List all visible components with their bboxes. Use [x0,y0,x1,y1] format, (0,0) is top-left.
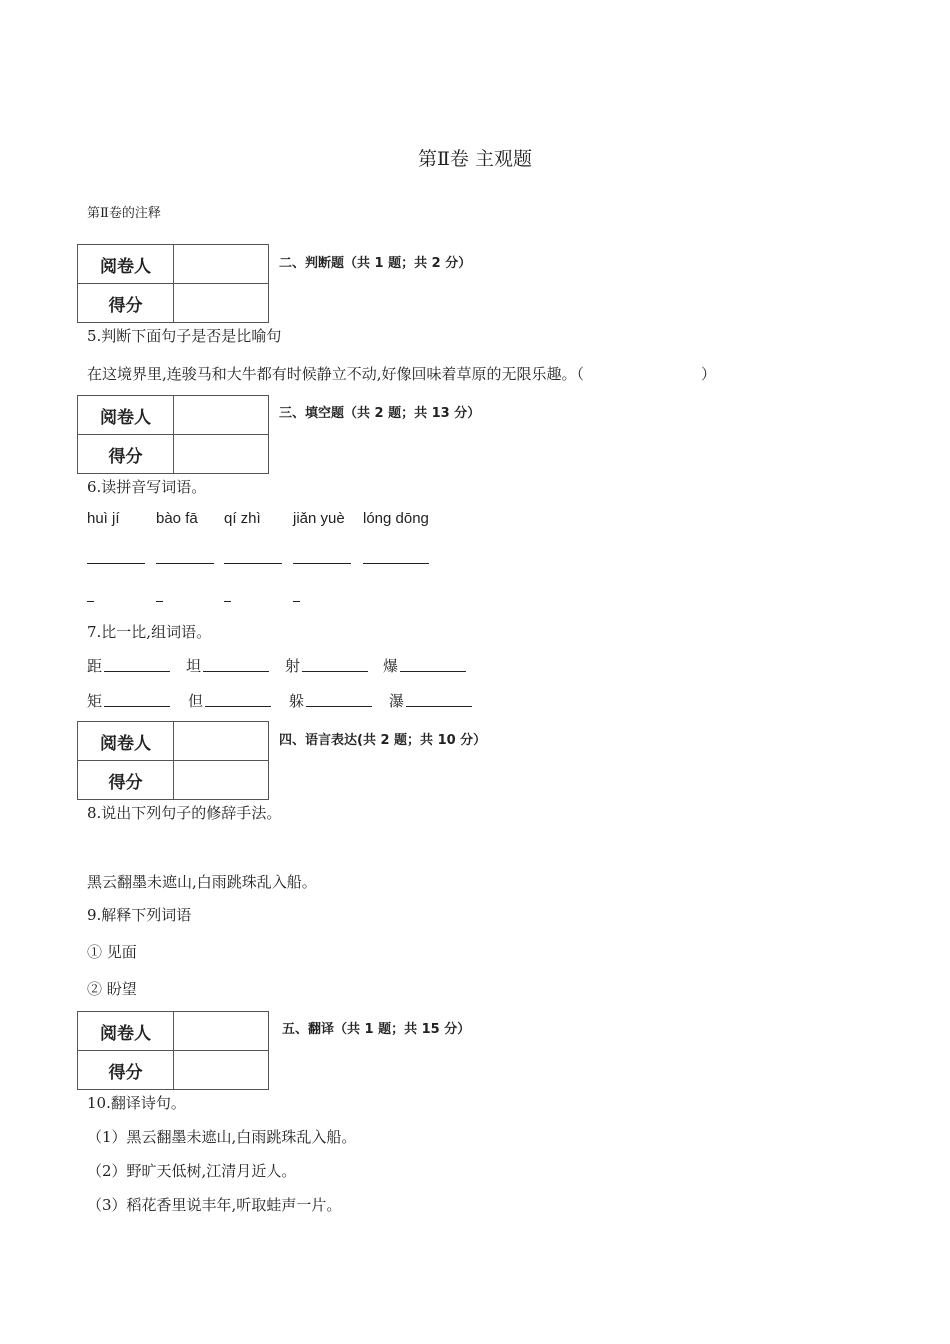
pinyin-2: bào fā [156,510,198,527]
q7-char: 射 [285,657,301,675]
answer-blank[interactable] [406,706,472,707]
q7-char: 瀑 [389,692,405,710]
section-heading-translation: 五、翻译（共 1 题；共 15 分） [282,1022,471,1037]
answer-blank-tail [87,601,94,602]
answer-blank-tail [224,601,231,602]
answer-blank-tail [293,601,300,602]
answer-blank[interactable] [156,563,214,564]
question-9-item: ② 盼望 [87,980,137,998]
page-title: 第Ⅱ卷 主观题 [418,148,532,170]
section-heading-judgement: 二、判断题（共 1 题；共 2 分） [279,256,472,271]
answer-blank[interactable] [400,671,466,672]
question-7-stem: 7.比一比,组词语。 [87,623,212,641]
answer-blank[interactable] [224,563,282,564]
answer-blank[interactable] [306,706,372,707]
score-table [77,244,269,323]
reviewer-cell [174,396,269,435]
pinyin-3: qí zhì [224,510,261,527]
question-5-stem: 5.判断下面句子是否是比喻句 [87,327,282,345]
reviewer-cell [174,245,269,284]
answer-blank-tail [156,601,163,602]
section-heading-fill-blank: 三、填空题（共 2 题；共 13 分） [279,406,481,421]
question-9-item: ① 见面 [87,943,137,961]
reviewer-label: 阅卷人 [78,722,174,761]
reviewer-label: 阅卷人 [78,396,174,435]
answer-blank[interactable] [293,563,351,564]
q7-char: 距 [87,657,103,675]
question-10-item: （3）稻花香里说丰年,听取蛙声一片。 [87,1196,342,1214]
answer-blank[interactable] [203,671,269,672]
question-10-stem: 10.翻译诗句。 [87,1094,186,1112]
question-8-stem: 8.说出下列句子的修辞手法。 [87,804,282,822]
question-5-answer-close: ） [701,365,717,383]
section-heading-expression: 四、语言表达(共 2 题；共 10 分） [279,733,487,748]
score-label: 得分 [78,1051,174,1090]
q7-char: 坦 [186,657,202,675]
pinyin-4: jiǎn yuè [293,510,345,527]
score-cell [174,761,269,800]
score-table [77,721,269,800]
reviewer-cell [174,722,269,761]
score-label: 得分 [78,761,174,800]
score-cell [174,435,269,474]
question-8-sentence: 黑云翻墨未遮山,白雨跳珠乱入船。 [87,873,317,891]
question-10-item: （2）野旷天低树,江清月近人。 [87,1162,297,1180]
score-label: 得分 [78,284,174,323]
question-9-stem: 9.解释下列词语 [87,906,192,924]
q7-char: 躲 [289,692,305,710]
score-cell [174,284,269,323]
q7-char: 矩 [87,692,103,710]
q7-char: 但 [188,692,204,710]
section-note: 第Ⅱ卷的注释 [87,206,161,221]
pinyin-5: lóng dōng [363,510,429,527]
answer-blank[interactable] [87,563,145,564]
answer-blank[interactable] [205,706,271,707]
question-5-sentence: 在这境界里,连骏马和大牛都有时候静立不动,好像回味着草原的无限乐趣。（ [87,365,585,383]
pinyin-1: huì jí [87,510,120,527]
reviewer-label: 阅卷人 [78,1012,174,1051]
question-6-stem: 6.读拼音写词语。 [87,478,207,496]
score-cell [174,1051,269,1090]
score-label: 得分 [78,435,174,474]
score-table [77,395,269,474]
answer-blank[interactable] [363,563,429,564]
q7-char: 爆 [383,657,399,675]
reviewer-cell [174,1012,269,1051]
answer-blank[interactable] [104,671,170,672]
answer-blank[interactable] [302,671,368,672]
question-10-item: （1）黑云翻墨未遮山,白雨跳珠乱入船。 [87,1128,357,1146]
reviewer-label: 阅卷人 [78,245,174,284]
answer-blank[interactable] [104,706,170,707]
score-table [77,1011,269,1090]
